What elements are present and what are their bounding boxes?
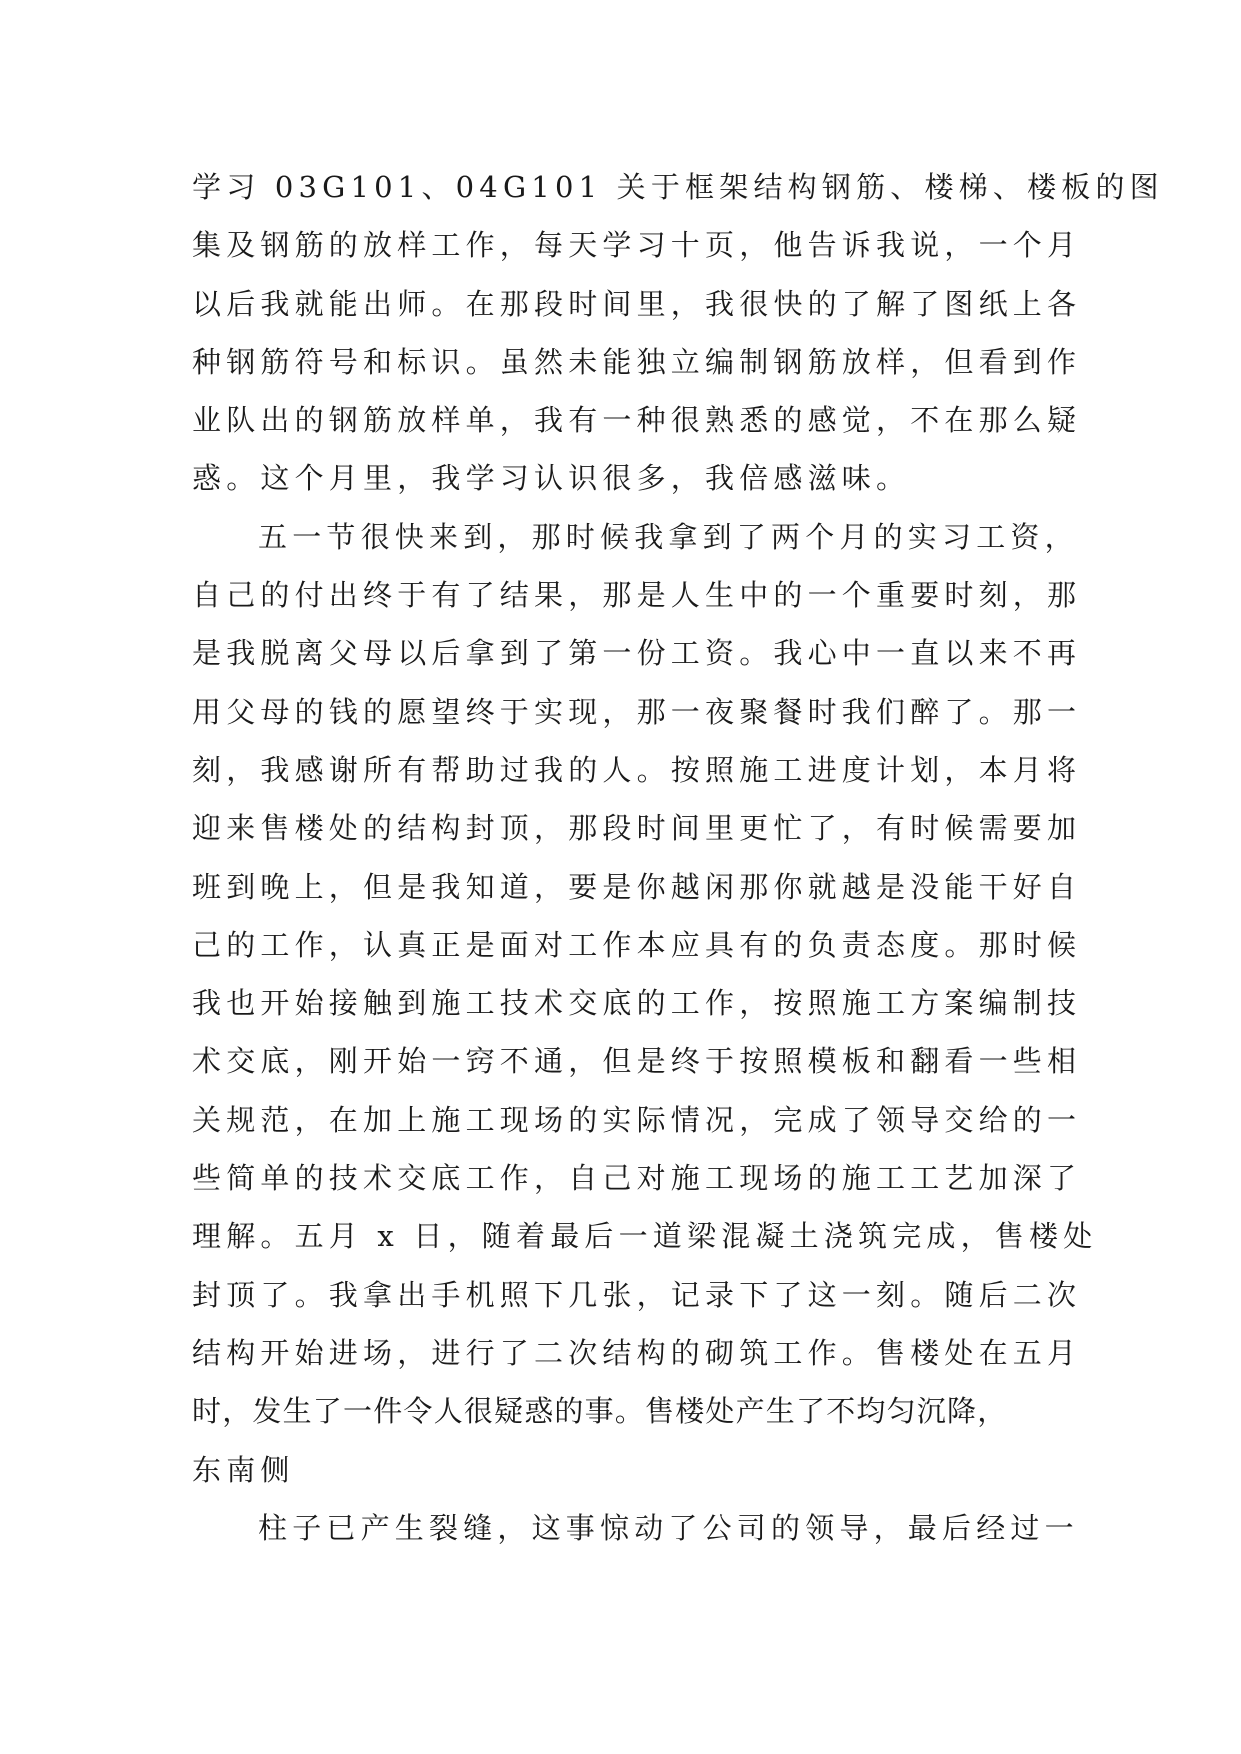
- text-line: 时，发生了一件令人很疑惑的事。售楼处产生了不均匀沉降，: [192, 1394, 1008, 1429]
- text-line: 结构开始进场，进行了二次结构的砌筑工作。售楼处在五月: [192, 1335, 1082, 1370]
- text-line: 集及钢筋的放样工作，每天学习十页，他告诉我说，一个月: [192, 228, 1082, 263]
- text-line: 些简单的技术交底工作，自己对施工现场的施工工艺加深了: [192, 1161, 1082, 1196]
- text-line: 刻，我感谢所有帮助过我的人。按照施工进度计划，本月将: [192, 752, 1082, 787]
- text-line: 东南侧: [192, 1452, 295, 1487]
- text-line: 迎来售楼处的结构封顶，那段时间里更忙了，有时候需要加: [192, 811, 1082, 846]
- text-line: 术交底，刚开始一窍不通，但是终于按照模板和翻看一些相: [192, 1044, 1082, 1079]
- paragraph-start-line: 五一节很快来到，那时候我拿到了两个月的实习工资，: [258, 519, 1079, 554]
- text-line: 惑。这个月里，我学习认识很多，我倍感滋味。: [192, 461, 911, 496]
- body-text: [192, 158, 1164, 1557]
- text-line: 我也开始接触到施工技术交底的工作，按照施工方案编制技: [192, 986, 1082, 1021]
- text-line: 是我脱离父母以后拿到了第一份工资。我心中一直以来不再: [192, 636, 1082, 671]
- text-line: 班到晚上，但是我知道，要是你越闲那你就越是没能干好自: [192, 869, 1082, 904]
- text-line: 自己的付出终于有了结果，那是人生中的一个重要时刻，那: [192, 578, 1082, 613]
- text-line: 种钢筋符号和标识。虽然未能独立编制钢筋放样，但看到作: [192, 344, 1082, 379]
- text-line: 用父母的钱的愿望终于实现，那一夜聚餐时我们醉了。那一: [192, 694, 1082, 729]
- text-line: 业队出的钢筋放样单，我有一种很熟悉的感觉，不在那么疑: [192, 403, 1082, 438]
- text-line: 以后我就能出师。在那段时间里，我很快的了解了图纸上各: [192, 286, 1082, 321]
- text-line: 理解。五月 x 日，随着最后一道梁混凝土浇筑完成，售楼处: [192, 1219, 1098, 1254]
- paragraph-start-line: 柱子已产生裂缝，这事惊动了公司的领导，最后经过一: [258, 1510, 1079, 1545]
- text-line: 封顶了。我拿出手机照下几张，记录下了这一刻。随后二次: [192, 1277, 1082, 1312]
- text-line: 关规范，在加上施工现场的实际情况，完成了领导交给的一: [192, 1102, 1082, 1137]
- text-line: 学习 03G101、04G101 关于框架结构钢筋、楼梯、楼板的图: [192, 170, 1164, 204]
- text-line: 己的工作，认真正是面对工作本应具有的负责态度。那时候: [192, 927, 1082, 962]
